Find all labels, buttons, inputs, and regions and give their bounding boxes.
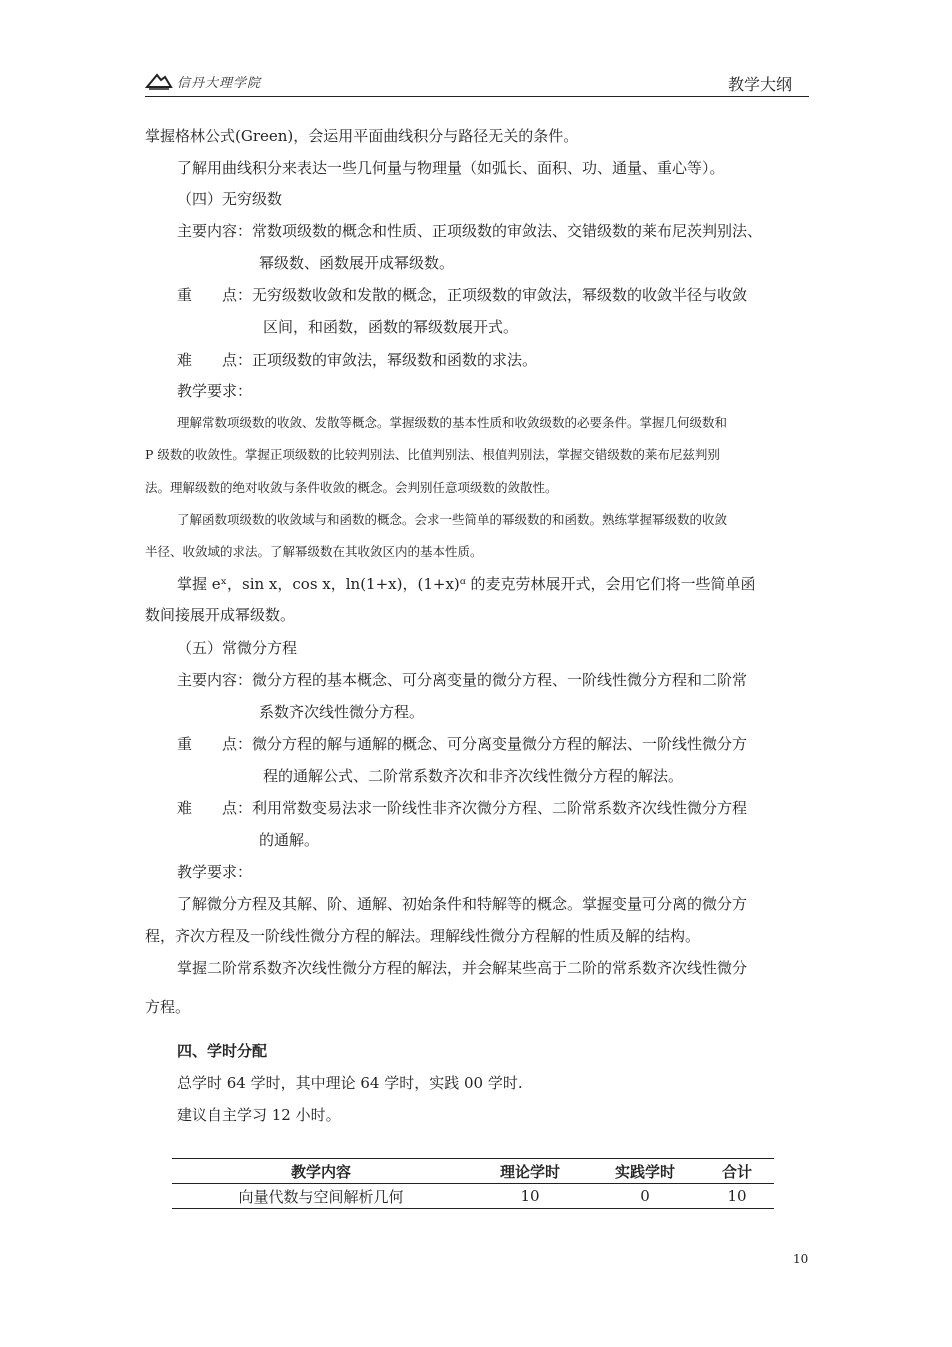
column-header: 教学内容 — [290, 1162, 351, 1181]
paragraph-line: 幂级数、函数展开成幂级数。 — [259, 254, 455, 272]
paragraph-line: 主要内容：微分方程的基本概念、可分离变量的微分方程、一阶线性微分方程和二阶常 — [177, 671, 748, 689]
column-header: 理论学时 — [499, 1162, 560, 1181]
paragraph-line: 半径、收敛域的求法。了解幂级数在其收敛区内的基本性质。 — [145, 544, 483, 559]
column-header: 实践学时 — [614, 1162, 675, 1181]
table-cell: 10 — [520, 1187, 540, 1205]
header-divider — [145, 96, 809, 97]
section-heading: （四）无穷级数 — [177, 190, 283, 208]
paragraph-line: 程的通解公式、二阶常系数齐次和非齐次线性微分方程的解法。 — [263, 767, 684, 785]
column-header: 合计 — [721, 1162, 752, 1181]
page-number: 10 — [793, 1252, 809, 1266]
paragraph-line: 难 点：正项级数的审敛法，幂级数和函数的求法。 — [177, 351, 538, 369]
table-cell: 0 — [640, 1187, 650, 1205]
table-cell: 向量代数与空间解析几何 — [238, 1187, 404, 1206]
paragraph-line: 数间接展开成幂级数。 — [145, 606, 296, 624]
paragraph-line: 了解函数项级数的收敛域与和函数的概念。会求一些简单的幂级数的和函数。熟练掌握幂级数的收敛 — [177, 512, 728, 527]
paragraph-line: 教学要求： — [177, 863, 253, 881]
table-row — [172, 1184, 774, 1209]
school-logo-icon — [145, 72, 173, 90]
paragraph-line: 总学时 64 学时，其中理论 64 学时，实践 00 学时. — [177, 1074, 523, 1092]
paragraph-line: 掌握二阶常系数齐次线性微分方程的解法，并会解某些高于二阶的常系数齐次线性微分 — [177, 959, 748, 977]
table-header-row — [172, 1159, 774, 1184]
school-logo — [145, 70, 261, 92]
paragraph-line: 教学要求： — [177, 382, 253, 400]
paragraph-line: 主要内容：常数项级数的概念和性质、正项级数的审敛法、交错级数的莱布尼茨判别法、 — [177, 222, 763, 240]
paragraph-line: 法。理解级数的绝对收敛与条件收敛的概念。会判别任意项级数的敛散性。 — [145, 480, 558, 495]
paragraph-line: 理解常数项级数的收敛、发散等概念。掌握级数的基本性质和收敛级数的必要条件。掌握几何级数和 — [177, 415, 728, 430]
section-heading: （五）常微分方程 — [177, 639, 298, 657]
hours-table — [172, 1158, 774, 1209]
table-cell: 10 — [727, 1187, 747, 1205]
paragraph-line: 的通解。 — [259, 831, 320, 849]
paragraph-line: 重 点：无穷级数收敛和发散的概念，正项级数的审敛法，幂级数的收敛半径与收敛 — [177, 286, 748, 304]
paragraph-line: 程，齐次方程及一阶线性微分方程的解法。理解线性微分方程解的性质及解的结构。 — [145, 927, 701, 945]
paragraph-line: 方程。 — [145, 998, 191, 1016]
header-title: 教学大纲 — [727, 75, 792, 94]
paragraph-line: P 级数的收敛性。掌握正项级数的比较判别法、比值判别法、根值判别法，掌握交错级数的莱布尼兹判别 — [145, 447, 720, 462]
logo-text: 信丹大理学院 — [177, 75, 262, 91]
paragraph-line: 系数齐次线性微分方程。 — [259, 703, 425, 721]
paragraph-line: 重 点：微分方程的解与通解的概念、可分离变量微分方程的解法、一阶线性微分方 — [177, 735, 748, 753]
paragraph-line: 建议自主学习 12 小时。 — [177, 1106, 341, 1124]
section-title: 四、学时分配 — [177, 1042, 268, 1060]
paragraph-line: 掌握 eˣ，sin x，cos x，ln(1+x)，(1+x)ᵅ 的麦克劳林展开式，会用它们将一些简单函 — [177, 575, 756, 593]
paragraph-line: 了解用曲线积分来表达一些几何量与物理量（如弧长、面积、功、通量、重心等）。 — [177, 159, 725, 177]
paragraph-line: 了解微分方程及其解、阶、通解、初始条件和特解等的概念。掌握变量可分离的微分方 — [177, 895, 748, 913]
paragraph-line: 掌握格林公式(Green)，会运用平面曲线积分与路径无关的条件。 — [145, 127, 579, 145]
paragraph-line: 难 点：利用常数变易法求一阶线性非齐次微分方程、二阶常系数齐次线性微分方程 — [177, 799, 748, 817]
paragraph-line: 区间，和函数，函数的幂级数展开式。 — [263, 318, 519, 336]
